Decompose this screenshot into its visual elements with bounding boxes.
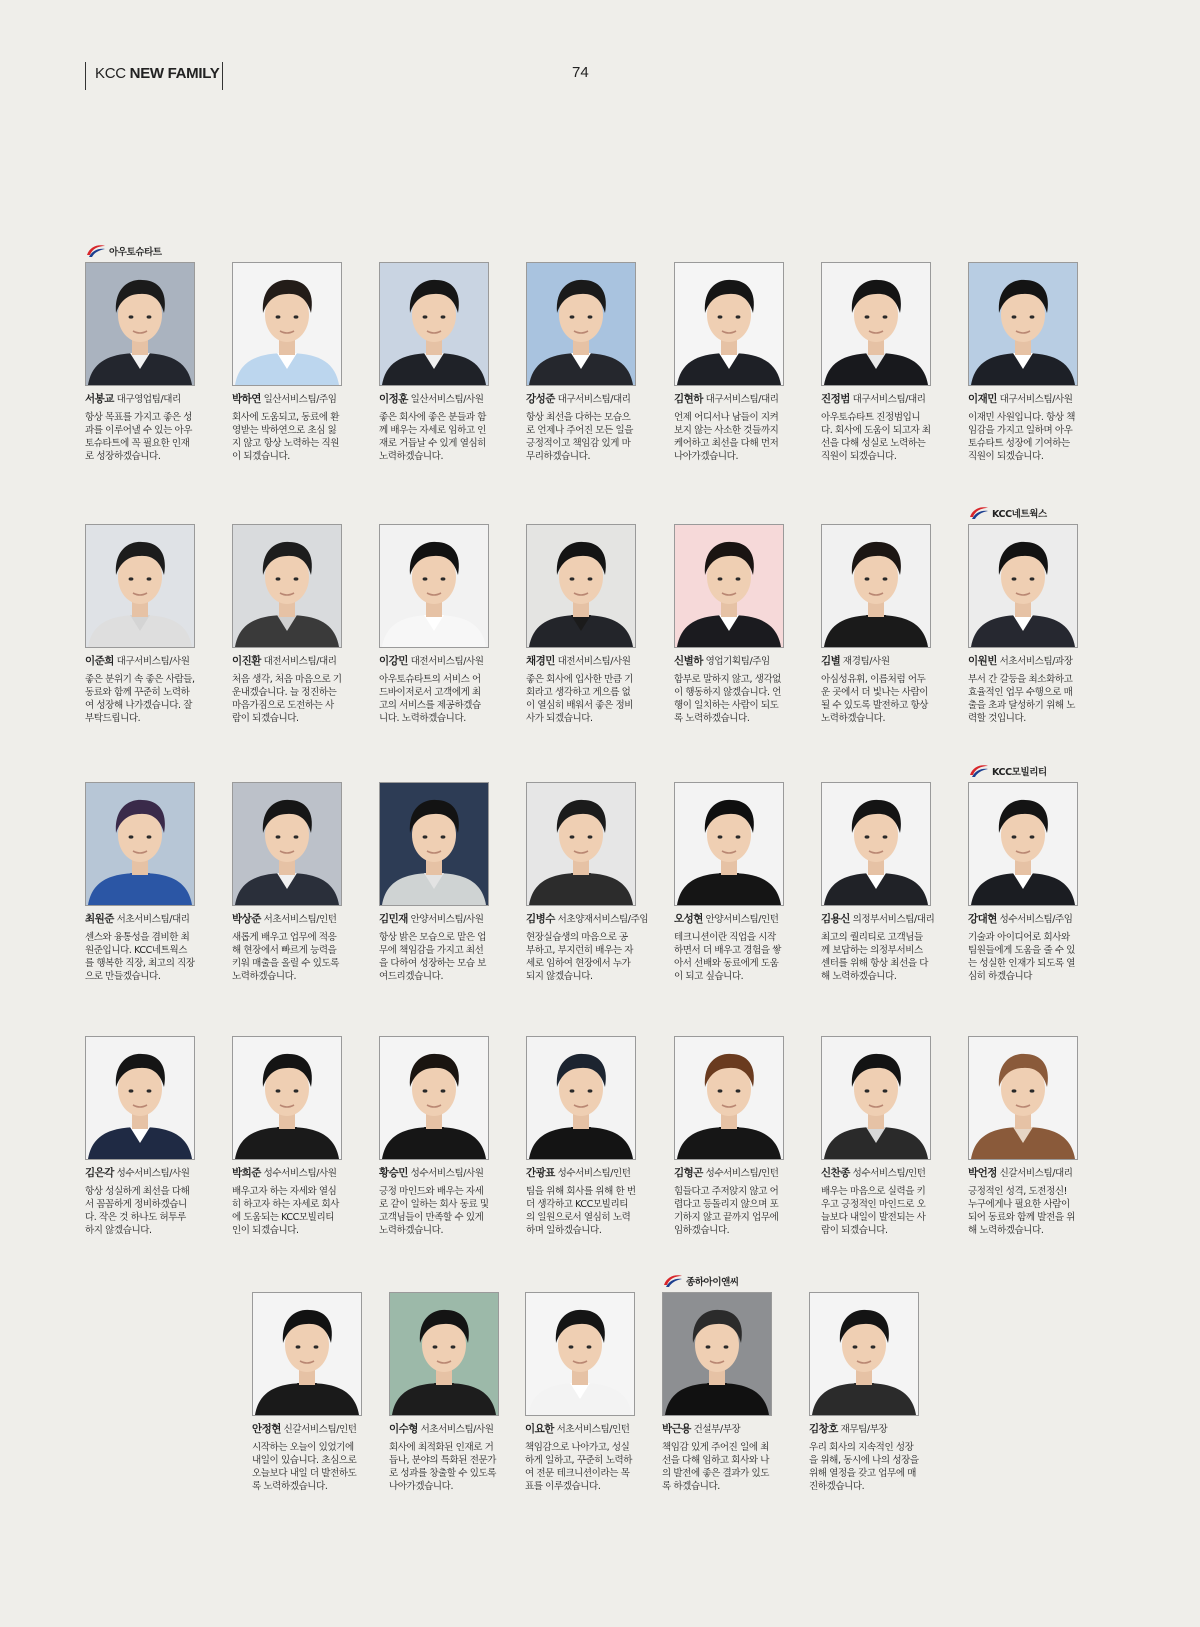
employee-photo bbox=[85, 524, 195, 648]
company-name: KCC모빌리티 bbox=[992, 767, 1047, 778]
employee-name: 서봉교 bbox=[85, 393, 114, 405]
portrait-illustration bbox=[526, 1293, 634, 1415]
employee-greeting: 아우토슈타트 진정범입니다. 회사에 도움이 되고자 최선을 다해 성실로 노력하는 직원이 되겠습니다. bbox=[821, 412, 931, 462]
employee-card bbox=[526, 1036, 638, 1237]
portrait-illustration bbox=[253, 1293, 361, 1415]
employee-name: 이요한 bbox=[525, 1423, 554, 1435]
portrait-illustration bbox=[233, 783, 341, 905]
employee-name: 오성현 bbox=[674, 913, 703, 925]
employee-name-line bbox=[379, 655, 491, 668]
employee-department: 대구서비스팀/대리 bbox=[705, 394, 779, 405]
employee-greeting: 회사에 최적화된 인재로 거듭나, 분야의 특화된 전문가로 성과를 창출할 수 있도록 나아가겠습니다. bbox=[389, 1442, 497, 1492]
employee-greeting: 좋은 분위기 속 좋은 사람들, 동료와 함께 꾸준히 노력하여 성장해 나가겠습니다. 잘 부탁드립니다. bbox=[85, 674, 195, 724]
employee-greeting: 시작하는 오늘이 있었기에 내일이 있습니다. 초심으로 오늘보다 내일 더 발전하도록 노력하겠습니다. bbox=[252, 1442, 357, 1492]
kcc-logo-icon bbox=[968, 763, 990, 779]
employee-name: 이강민 bbox=[379, 655, 408, 667]
employee-photo bbox=[379, 1036, 489, 1160]
kcc-logo-icon bbox=[85, 243, 107, 259]
employee-name: 안정현 bbox=[252, 1423, 281, 1435]
employee-greeting: 배우고자 하는 자세와 열심히 하고자 하는 자세로 회사에 도움되는 KCC모빌리티 인이 되겠습니다. bbox=[232, 1186, 340, 1236]
employee-card bbox=[85, 1036, 197, 1237]
employee-greeting: 항상 목표를 가지고 좋은 성과를 이루어낼 수 있는 아우토슈타트에 꼭 필요한 인재로 성장하겠습니다. bbox=[85, 412, 193, 462]
employee-department: 안양서비스팀/인턴 bbox=[705, 914, 779, 925]
employee-card bbox=[968, 782, 1080, 983]
employee-department: 성수서비스팀/인턴 bbox=[557, 1168, 631, 1179]
employee-photo bbox=[232, 782, 342, 906]
employee-name-line bbox=[526, 393, 638, 406]
employee-greeting: 기술과 아이디어로 회사와 팀원들에게 도움을 줄 수 있는 성실한 인재가 되도록 열심히 하겠습니다 bbox=[968, 932, 1076, 982]
kcc-logo-icon bbox=[968, 505, 990, 521]
employee-name: 이정훈 bbox=[379, 393, 408, 405]
employee-department: 성수서비스팀/사원 bbox=[263, 1168, 337, 1179]
employee-department: 영업기획팀/주임 bbox=[705, 656, 770, 667]
employee-greeting: 언제 어디서나 남들이 지켜보지 않는 사소한 것들까지 케어하고 최선을 다해 먼저 나아가겠습니다. bbox=[674, 412, 779, 462]
employee-photo bbox=[85, 782, 195, 906]
employee-greeting: 팀을 위해 회사를 위해 한 번 더 생각하고 KCC모빌리티의 일원으로서 열심히 노력하며 일하겠습니다. bbox=[526, 1186, 636, 1236]
employee-name: 최원준 bbox=[85, 913, 114, 925]
employee-greeting: 항상 최선을 다하는 모습으로 언제나 주어진 모든 일을 긍정적이고 책임감 있게 마무리하겠습니다. bbox=[526, 412, 634, 462]
employee-department: 대전서비스팀/사원 bbox=[410, 656, 484, 667]
employee-name-line bbox=[526, 913, 649, 926]
employee-photo bbox=[232, 262, 342, 386]
employee-name-line bbox=[232, 655, 344, 668]
employee-card bbox=[662, 1292, 774, 1493]
employee-name: 이원빈 bbox=[968, 655, 997, 667]
portrait-illustration bbox=[233, 263, 341, 385]
employee-name: 김창호 bbox=[809, 1423, 838, 1435]
employee-name: 박하연 bbox=[232, 393, 261, 405]
employee-photo bbox=[526, 1036, 636, 1160]
employee-card bbox=[232, 782, 344, 983]
employee-department: 성수서비스팀/인턴 bbox=[705, 1168, 779, 1179]
employee-name: 김형곤 bbox=[674, 1167, 703, 1179]
brand-main: NEW FAMILY bbox=[129, 65, 220, 82]
employee-name-line bbox=[674, 655, 786, 668]
employee-photo bbox=[968, 1036, 1078, 1160]
kcc-logo-icon bbox=[662, 1273, 684, 1289]
employee-greeting: 항상 성실하게 최선을 다해서 꼼꼼하게 정비하겠습니다. 작은 것 하나도 허투루 하지 않겠습니다. bbox=[85, 1186, 190, 1236]
employee-greeting: 부서 간 갈등을 최소화하고 효율적인 업무 수행으로 매출을 초과 달성하기 위해 노력할 것입니다. bbox=[968, 674, 1076, 724]
employee-name-line bbox=[85, 393, 197, 406]
employee-photo bbox=[85, 1036, 195, 1160]
employee-name: 강성준 bbox=[526, 393, 555, 405]
portrait-illustration bbox=[675, 525, 783, 647]
portrait-illustration bbox=[969, 783, 1077, 905]
employee-name-line bbox=[232, 1167, 344, 1180]
employee-photo bbox=[379, 524, 489, 648]
employee-greeting: 긍정적인 성격, 도전정신! 누구에게나 필요한 사람이 되어 동료와 함께 발전을 위해 노력하겠습니다. bbox=[968, 1186, 1076, 1236]
employee-greeting: 현장실습생의 마음으로 공부하고, 부지런히 배우는 자세로 임하여 현장에서 누가 되지 않겠습니다. bbox=[526, 932, 634, 982]
company-label bbox=[968, 763, 1047, 779]
employee-greeting: 항상 밝은 모습으로 맡은 업무에 책임감을 가지고 최선을 다하여 성장하는 모습 보여드리겠습니다. bbox=[379, 932, 487, 982]
employee-department: 의정부서비스팀/대리 bbox=[852, 914, 935, 925]
employee-photo bbox=[379, 782, 489, 906]
portrait-illustration bbox=[380, 263, 488, 385]
employee-name: 김용신 bbox=[821, 913, 850, 925]
portrait-illustration bbox=[822, 525, 930, 647]
employee-card bbox=[85, 262, 197, 463]
employee-card bbox=[232, 262, 344, 463]
employee-greeting: 배우는 마음으로 실력을 키우고 긍정적인 마인드로 오늘보다 내일이 발전되는 사람이 되겠습니다. bbox=[821, 1186, 926, 1236]
employee-name-line bbox=[674, 393, 786, 406]
employee-card bbox=[821, 524, 933, 725]
employee-card bbox=[525, 1292, 637, 1493]
employee-name: 박언정 bbox=[968, 1167, 997, 1179]
portrait-illustration bbox=[527, 783, 635, 905]
employee-name: 채경민 bbox=[526, 655, 555, 667]
employee-name-line bbox=[674, 913, 786, 926]
employee-card bbox=[674, 262, 786, 463]
employee-greeting: 힘들다고 주저앉지 않고 어렵다고 등돌리지 않으며 포기하지 않고 끝까지 업무에 임하겠습니다. bbox=[674, 1186, 779, 1236]
employee-photo bbox=[232, 524, 342, 648]
employee-card bbox=[85, 782, 197, 983]
employee-photo bbox=[674, 1036, 784, 1160]
employee-name-line bbox=[821, 1167, 933, 1180]
employee-department: 대구영업팀/대리 bbox=[116, 394, 181, 405]
employee-card bbox=[821, 1036, 933, 1237]
employee-card bbox=[232, 524, 344, 725]
employee-name-line bbox=[232, 913, 344, 926]
employee-name-line bbox=[526, 1167, 638, 1180]
portrait-illustration bbox=[390, 1293, 498, 1415]
employee-card bbox=[968, 262, 1080, 463]
employee-photo bbox=[526, 262, 636, 386]
employee-photo bbox=[674, 782, 784, 906]
portrait-illustration bbox=[675, 1037, 783, 1159]
portrait-illustration bbox=[822, 783, 930, 905]
employee-greeting: 아우토슈타트의 서비스 어드바이저로서 고객에게 최고의 서비스를 제공하겠습니다. 노력하겠습니다. bbox=[379, 674, 481, 724]
company-label bbox=[662, 1273, 739, 1289]
employee-name-line bbox=[252, 1423, 364, 1436]
employee-department: 일산서비스팀/사원 bbox=[410, 394, 484, 405]
employee-department: 성수서비스팀/주임 bbox=[999, 914, 1073, 925]
employee-photo bbox=[232, 1036, 342, 1160]
employee-greeting: 회사에 도움되고, 동료에 환영받는 박하연으로 초심 잃지 않고 항상 노력하는 직원이 되겠습니다. bbox=[232, 412, 340, 462]
portrait-illustration bbox=[380, 783, 488, 905]
employee-greeting: 함부로 말하지 않고, 생각없이 행동하지 않겠습니다. 언행이 일치하는 사람이 되도록 노력하겠습니다. bbox=[674, 674, 782, 724]
employee-card bbox=[379, 524, 491, 725]
employee-photo bbox=[821, 782, 931, 906]
employee-name-line bbox=[809, 1423, 921, 1436]
employee-name-line bbox=[85, 1167, 197, 1180]
employee-greeting: 처음 생각, 처음 마음으로 기운내겠습니다. 늘 정진하는 마음가짐으로 도전하는 사람이 되겠습니다. bbox=[232, 674, 342, 724]
employee-name-line bbox=[821, 655, 933, 668]
company-name: KCC네트웍스 bbox=[992, 509, 1047, 520]
employee-department: 대구서비스팀/대리 bbox=[852, 394, 926, 405]
portrait-illustration bbox=[810, 1293, 918, 1415]
employee-card bbox=[809, 1292, 921, 1493]
employee-name: 신찬종 bbox=[821, 1167, 850, 1179]
portrait-illustration bbox=[527, 525, 635, 647]
employee-department: 대전서비스팀/사원 bbox=[557, 656, 631, 667]
employee-photo bbox=[526, 524, 636, 648]
portrait-illustration bbox=[675, 783, 783, 905]
employee-name-line bbox=[968, 655, 1080, 668]
employee-greeting: 테크니션이란 직업을 시작하면서 더 배우고 경험을 쌓아서 선배와 동료에게 도움이 되고 싶습니다. bbox=[674, 932, 782, 982]
portrait-illustration bbox=[675, 263, 783, 385]
employee-card bbox=[821, 782, 933, 983]
employee-name-line bbox=[674, 1167, 786, 1180]
employee-name-line bbox=[85, 655, 197, 668]
employee-photo bbox=[662, 1292, 772, 1416]
employee-name: 강대현 bbox=[968, 913, 997, 925]
employee-department: 성수서비스팀/사원 bbox=[116, 1168, 190, 1179]
employee-name: 김별 bbox=[821, 655, 841, 667]
employee-name: 신별하 bbox=[674, 655, 703, 667]
employee-card bbox=[232, 1036, 344, 1237]
employee-department: 건설부/부장 bbox=[693, 1424, 741, 1435]
page-header bbox=[85, 62, 1115, 90]
portrait-illustration bbox=[380, 525, 488, 647]
employee-photo bbox=[526, 782, 636, 906]
employee-department: 신갈서비스팀/대리 bbox=[999, 1168, 1073, 1179]
employee-photo bbox=[821, 524, 931, 648]
employee-greeting: 센스와 융통성을 겸비한 최원준입니다. KCC네트웍스를 행복한 직장, 최고의 직장으로 만들겠습니다. bbox=[85, 932, 195, 982]
portrait-illustration bbox=[380, 1037, 488, 1159]
employee-name: 이진환 bbox=[232, 655, 261, 667]
employee-name: 김은각 bbox=[85, 1167, 114, 1179]
employee-name-line bbox=[389, 1423, 501, 1436]
employee-greeting: 이재민 사원입니다. 항상 책임감을 가지고 일하며 아우토슈타트 성장에 기여하는 직원이 되겠습니다. bbox=[968, 412, 1076, 462]
employee-greeting: 좋은 회사에 입사한 만큼 기회라고 생각하고 게으름 없이 열심히 배워서 좋은 정비사가 되겠습니다. bbox=[526, 674, 634, 724]
header-divider-right bbox=[222, 62, 223, 90]
employee-department: 성수서비스팀/인턴 bbox=[852, 1168, 926, 1179]
employee-name: 이준희 bbox=[85, 655, 114, 667]
employee-photo bbox=[85, 262, 195, 386]
header-divider-left bbox=[85, 62, 86, 90]
employee-department: 서초양재서비스팀/주임 bbox=[557, 914, 649, 925]
employee-card bbox=[968, 1036, 1080, 1237]
employee-name: 이수형 bbox=[389, 1423, 418, 1435]
employee-photo bbox=[968, 782, 1078, 906]
employee-department: 대구서비스팀/대리 bbox=[557, 394, 631, 405]
employee-card bbox=[674, 524, 786, 725]
portrait-illustration bbox=[969, 1037, 1077, 1159]
portrait-illustration bbox=[233, 1037, 341, 1159]
employee-department: 안양서비스팀/사원 bbox=[410, 914, 484, 925]
employee-department: 재경팀/사원 bbox=[842, 656, 890, 667]
employee-department: 신갈서비스팀/인턴 bbox=[283, 1424, 357, 1435]
employee-card bbox=[379, 1036, 491, 1237]
employee-card bbox=[821, 262, 933, 463]
portrait-illustration bbox=[969, 263, 1077, 385]
employee-name-line bbox=[232, 393, 344, 406]
employee-card bbox=[968, 524, 1080, 725]
employee-card bbox=[674, 1036, 786, 1237]
employee-name: 김병수 bbox=[526, 913, 555, 925]
employee-name-line bbox=[525, 1423, 637, 1436]
employee-card bbox=[674, 782, 786, 983]
employee-card bbox=[379, 782, 491, 983]
company-name: 종하아이앤씨 bbox=[686, 1277, 739, 1288]
employee-name-line bbox=[379, 1167, 491, 1180]
employee-card bbox=[526, 262, 638, 463]
employee-photo bbox=[968, 262, 1078, 386]
employee-department: 대구서비스팀/사원 bbox=[116, 656, 190, 667]
portrait-illustration bbox=[86, 525, 194, 647]
employee-photo bbox=[389, 1292, 499, 1416]
employee-photo bbox=[525, 1292, 635, 1416]
employee-name-line bbox=[821, 913, 933, 926]
portrait-illustration bbox=[822, 1037, 930, 1159]
employee-card bbox=[252, 1292, 364, 1493]
portrait-illustration bbox=[86, 783, 194, 905]
company-name: 아우토슈타트 bbox=[109, 247, 162, 258]
employee-photo bbox=[674, 524, 784, 648]
brand-prefix: KCC bbox=[95, 65, 126, 82]
page-number: 74 bbox=[572, 64, 589, 81]
employee-name: 김민재 bbox=[379, 913, 408, 925]
employee-name-line bbox=[968, 1167, 1080, 1180]
employee-department: 성수서비스팀/사원 bbox=[410, 1168, 484, 1179]
employee-department: 대구서비스팀/사원 bbox=[999, 394, 1073, 405]
employee-greeting: 우리 회사의 지속적인 성장을 위해, 동시에 나의 성장을 위해 열정을 갖고 업무에 매진하겠습니다. bbox=[809, 1442, 919, 1492]
employee-photo bbox=[821, 1036, 931, 1160]
employee-greeting: 새롭게 배우고 업무에 적응해 현장에서 빠르게 능력을 키워 매출을 올릴 수 있도록 노력하겠습니다. bbox=[232, 932, 340, 982]
employee-card bbox=[526, 782, 649, 983]
employee-department: 서초서비스팀/사원 bbox=[420, 1424, 494, 1435]
employee-name: 김현하 bbox=[674, 393, 703, 405]
employee-photo bbox=[821, 262, 931, 386]
portrait-illustration bbox=[86, 263, 194, 385]
employee-card bbox=[526, 524, 638, 725]
employee-department: 재무팀/부장 bbox=[840, 1424, 888, 1435]
employee-name-line bbox=[526, 655, 638, 668]
employee-card bbox=[379, 262, 491, 463]
portrait-illustration bbox=[86, 1037, 194, 1159]
employee-department: 서초서비스팀/과장 bbox=[999, 656, 1073, 667]
portrait-illustration bbox=[527, 1037, 635, 1159]
employee-greeting: 긍정 마인드와 배우는 자세로 같이 일하는 회사 동료 및 고객님들이 만족할 수 있게 노력하겠습니다. bbox=[379, 1186, 489, 1236]
portrait-illustration bbox=[527, 263, 635, 385]
employee-photo bbox=[968, 524, 1078, 648]
employee-greeting: 최고의 퀄리티로 고객님들께 보답하는 의정부서비스센터를 위해 항상 최선을 다해 노력하겠습니다. bbox=[821, 932, 929, 982]
employee-name: 황승민 bbox=[379, 1167, 408, 1179]
employee-greeting: 좋은 회사에 좋은 분들과 함께 배우는 자세로 임하고 인재로 거듭날 수 있게 열심히 노력하겠습니다. bbox=[379, 412, 487, 462]
employee-card bbox=[85, 524, 197, 725]
employee-department: 서초서비스팀/인턴 bbox=[263, 914, 337, 925]
employee-name-line bbox=[379, 913, 491, 926]
employee-name-line bbox=[968, 913, 1080, 926]
employee-greeting: 책임감으로 나아가고, 성실하게 일하고, 꾸준히 노력하여 전문 테크니션이라는 목표를 이루겠습니다. bbox=[525, 1442, 633, 1492]
employee-name-line bbox=[379, 393, 491, 406]
magazine-section-title bbox=[95, 65, 219, 82]
portrait-illustration bbox=[663, 1293, 771, 1415]
employee-name: 간광표 bbox=[526, 1167, 555, 1179]
employee-name: 진정범 bbox=[821, 393, 850, 405]
employee-photo bbox=[252, 1292, 362, 1416]
portrait-illustration bbox=[822, 263, 930, 385]
company-label bbox=[968, 505, 1047, 521]
employee-name: 박근용 bbox=[662, 1423, 691, 1435]
employee-greeting: 책임감 있게 주어진 일에 최선을 다해 임하고 회사와 나의 발전에 좋은 결과가 있도록 하겠습니다. bbox=[662, 1442, 770, 1492]
employee-department: 서초서비스팀/인턴 bbox=[556, 1424, 630, 1435]
employee-department: 일산서비스팀/주임 bbox=[263, 394, 337, 405]
employee-name: 박상준 bbox=[232, 913, 261, 925]
employee-name-line bbox=[821, 393, 933, 406]
company-label bbox=[85, 243, 162, 259]
employee-photo bbox=[379, 262, 489, 386]
employee-name: 박희준 bbox=[232, 1167, 261, 1179]
portrait-illustration bbox=[233, 525, 341, 647]
employee-photo bbox=[674, 262, 784, 386]
employee-photo bbox=[809, 1292, 919, 1416]
employee-name-line bbox=[968, 393, 1080, 406]
employee-name: 이재민 bbox=[968, 393, 997, 405]
employee-greeting: 아심성유휘, 이름처럼 어두운 곳에서 더 빛나는 사람이 될 수 있도록 발전하고 항상 노력하겠습니다. bbox=[821, 674, 929, 724]
portrait-illustration bbox=[969, 525, 1077, 647]
employee-name-line bbox=[662, 1423, 774, 1436]
employee-department: 서초서비스팀/대리 bbox=[116, 914, 190, 925]
employee-name-line bbox=[85, 913, 197, 926]
employee-department: 대전서비스팀/대리 bbox=[263, 656, 337, 667]
employee-card bbox=[389, 1292, 501, 1493]
